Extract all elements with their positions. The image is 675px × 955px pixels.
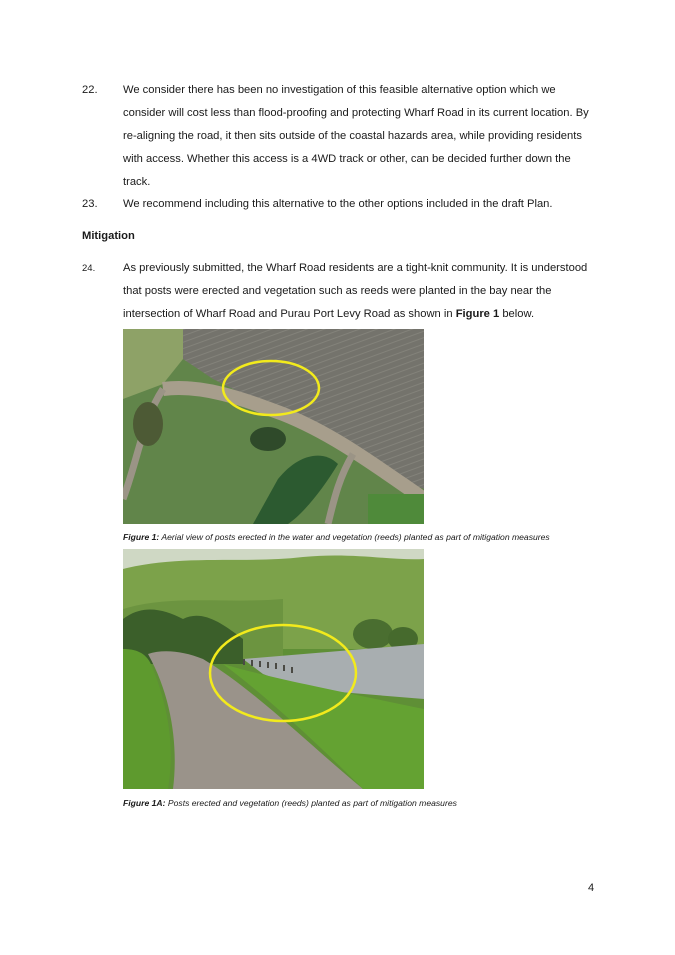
aerial-photo-image — [123, 329, 424, 524]
figure-1a-caption: Figure 1A: Posts erected and vegetation (reeds) planted as part of mitigation measures — [123, 798, 457, 808]
paragraph-text: As previously submitted, the Wharf Road residents are a tight-knit community. It is understood that posts were erected and vegetation such as reeds were planted in the bay near the intersection of Wharf Road and Purau Port Levy Road as shown in Figure 1 below. — [123, 262, 588, 320]
paragraph-23 — [82, 193, 597, 216]
road-photo-image — [123, 549, 424, 789]
paragraph-text: We recommend including this alternative to the other options included in the draft Plan. — [123, 198, 553, 210]
paragraph-number: 23. — [82, 198, 98, 210]
figure-1-caption: Figure 1: Aerial view of posts erected in the water and vegetation (reeds) planted as part of mitigation measures — [123, 532, 550, 542]
page-number: 4 — [588, 882, 595, 894]
paragraph-number: 22. — [82, 84, 98, 96]
figure-reference: Figure 1 — [455, 308, 500, 320]
paragraph-number: 24. — [82, 263, 96, 274]
figure-1-aerial-photo — [123, 329, 424, 524]
paragraph-text: We consider there has been no investigation of this feasible alternative option which we consider will cost less than flood-proofing and protecting Wharf Road in its current location. By re-aligning the road, it then sits outside of the coastal hazards area, while providing residents with access. Whether this access is a 4WD track or other, can be decided further down the track. — [123, 84, 589, 188]
figure-1a-road-photo — [123, 549, 424, 789]
paragraph-24 — [82, 257, 597, 326]
paragraph-22 — [82, 79, 597, 194]
section-heading: Mitigation — [82, 230, 135, 242]
